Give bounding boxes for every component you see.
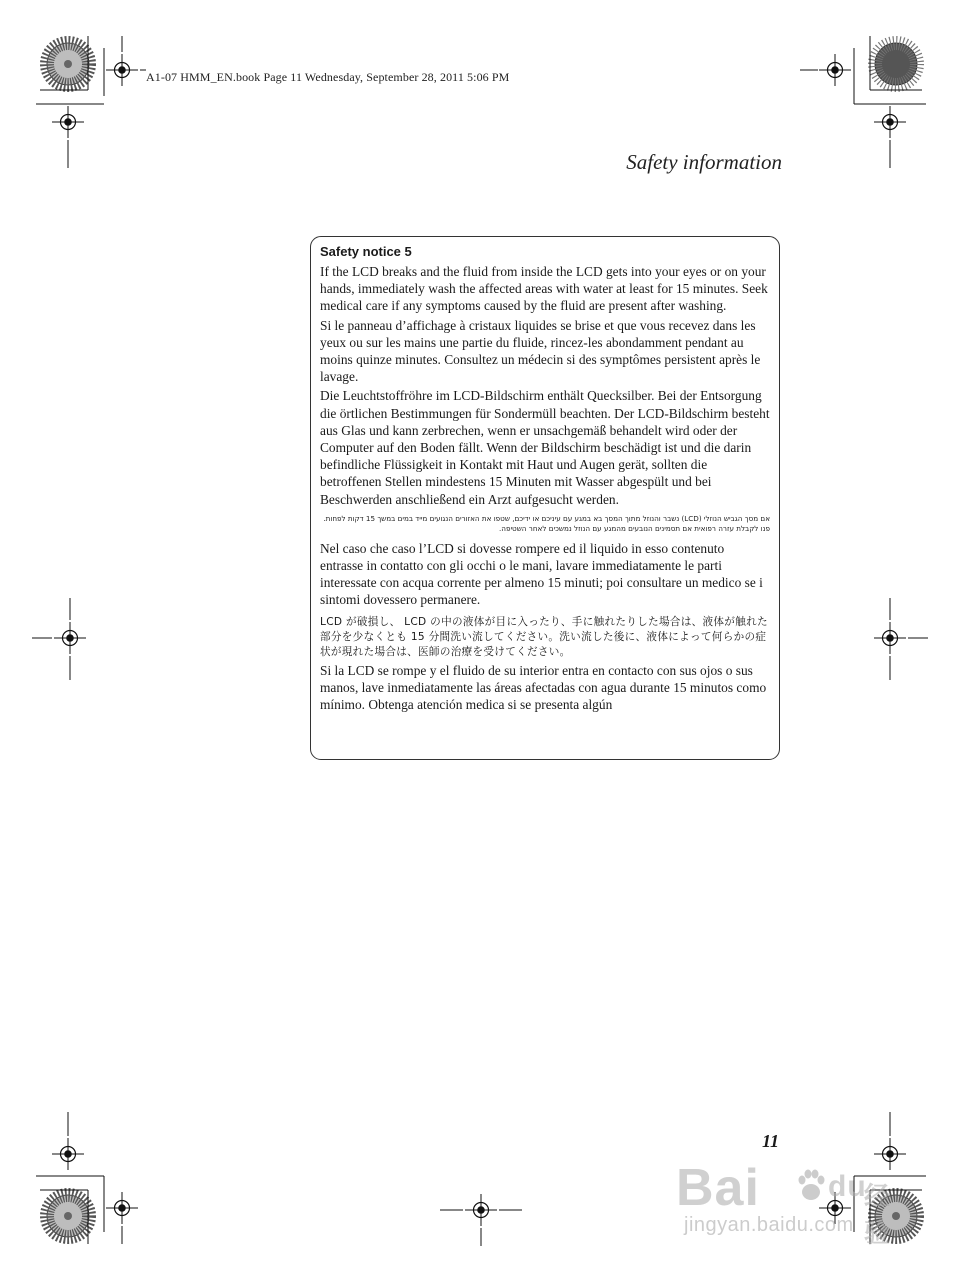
registration-mark: [819, 54, 851, 86]
watermark-logo-tail: du: [828, 1170, 867, 1203]
notice-text-german: Die Leuchtstoffröhre im LCD-Bildschirm enthält Quecksilber. Bei der Entsorgung die örtlichen Bestimmungen für Sondermüll beachten. Der LCD-Bildschirm besteht aus Glas und kann zerbrechen, wenn er unsachgemäß behandelt wird oder der Computer auf den Boden fällt. Wenn der Bildschirm beschädigt ist und die darin befindliche Flüssigkeit in Kontakt mit Haut und Augen gerät, sollten die betroffenen Stellen mindestens 15 Minuten mit Wasser abgespült und bei Beschwerden anschließend ein Arzt aufgesucht werden.: [320, 388, 770, 507]
registration-mark: [52, 106, 84, 138]
notice-text-hebrew: אם מסך הגביש הנוזלי (LCD) נשבר והנוזל מתוך המסך בא במגע עם עיניכם או ידיכם, שטפו את האזורים הנגועים מייד במים במשך 15 דקות לפחות. פנו לקבלת עזרה רפואית אם תסמינים הנובעים מהמגע עם הנוזל נמשכים לאחר השטיפה.: [323, 513, 770, 533]
registration-mark: [106, 54, 138, 86]
notice-text-english: If the LCD breaks and the fluid from inside the LCD gets into your eyes or on your hands, immediately wash the affected areas with water at least for 15 minutes. Seek medical care if any symptoms caused by the fluid are present after washing.: [320, 264, 768, 314]
notice-text-italian: Nel caso che caso l’LCD si dovesse rompere ed il liquido in esso contenuto entrasse in contatto con gli occhi o le mani, lavare immediatamente le parti interessate con acqua corrente per almeno 15 minuti; poi consultare un medico se i sintomi dovessero permanere.: [320, 540, 763, 608]
watermark-logo: Bai: [676, 1159, 760, 1217]
notice-text-japanese: LCD が破損し、 LCD の中の液体が目に入ったり、手に触れたりした場合は、液体が触れた部分を少なくとも 15 分間洗い流してください。洗い流した後に、液体によって何らかの症状が現れた場合は、医師の治療を受けてください。: [320, 615, 768, 658]
color-wheel-mark: [875, 43, 917, 85]
registration-mark: [106, 1192, 138, 1224]
watermark-cn: 经验: [864, 1182, 891, 1249]
registration-mark: [465, 1194, 497, 1226]
registration-mark: [52, 1138, 84, 1170]
paw-icon: [796, 1168, 826, 1202]
color-wheel-mark: [47, 1195, 89, 1237]
baidu-watermark: [676, 1159, 902, 1249]
notice-text-spanish: Si la LCD se rompe y el fluido de su interior entra en contacto con sus ojos o sus manos, lave inmediatamente las áreas afectadas con agua durante 15 minutos como mínimo. Obtenga atención medica si se presenta algún: [320, 662, 767, 713]
registration-mark: [874, 622, 906, 654]
section-title: Safety information: [626, 150, 782, 174]
color-wheel-mark: [47, 43, 89, 85]
notice-text-french: Si le panneau d’affichage à cristaux liquides se brise et que vous recevez dans les yeux ou sur les mains une partie du fluide, rincez-les abondamment pendant au moins quinze minutes. Consultez un médecin si des symptômes persistent après le lavage.: [320, 317, 761, 385]
page-number: 11: [762, 1131, 780, 1151]
book-header-line: A1-07 HMM_EN.book Page 11 Wednesday, September 28, 2011 5:06 PM: [146, 70, 510, 84]
registration-mark: [54, 622, 86, 654]
watermark-url: jingyan.baidu.com: [684, 1214, 854, 1236]
registration-mark: [874, 106, 906, 138]
notice-title: Safety notice 5: [320, 244, 412, 259]
safety-notice-box: [310, 236, 780, 760]
